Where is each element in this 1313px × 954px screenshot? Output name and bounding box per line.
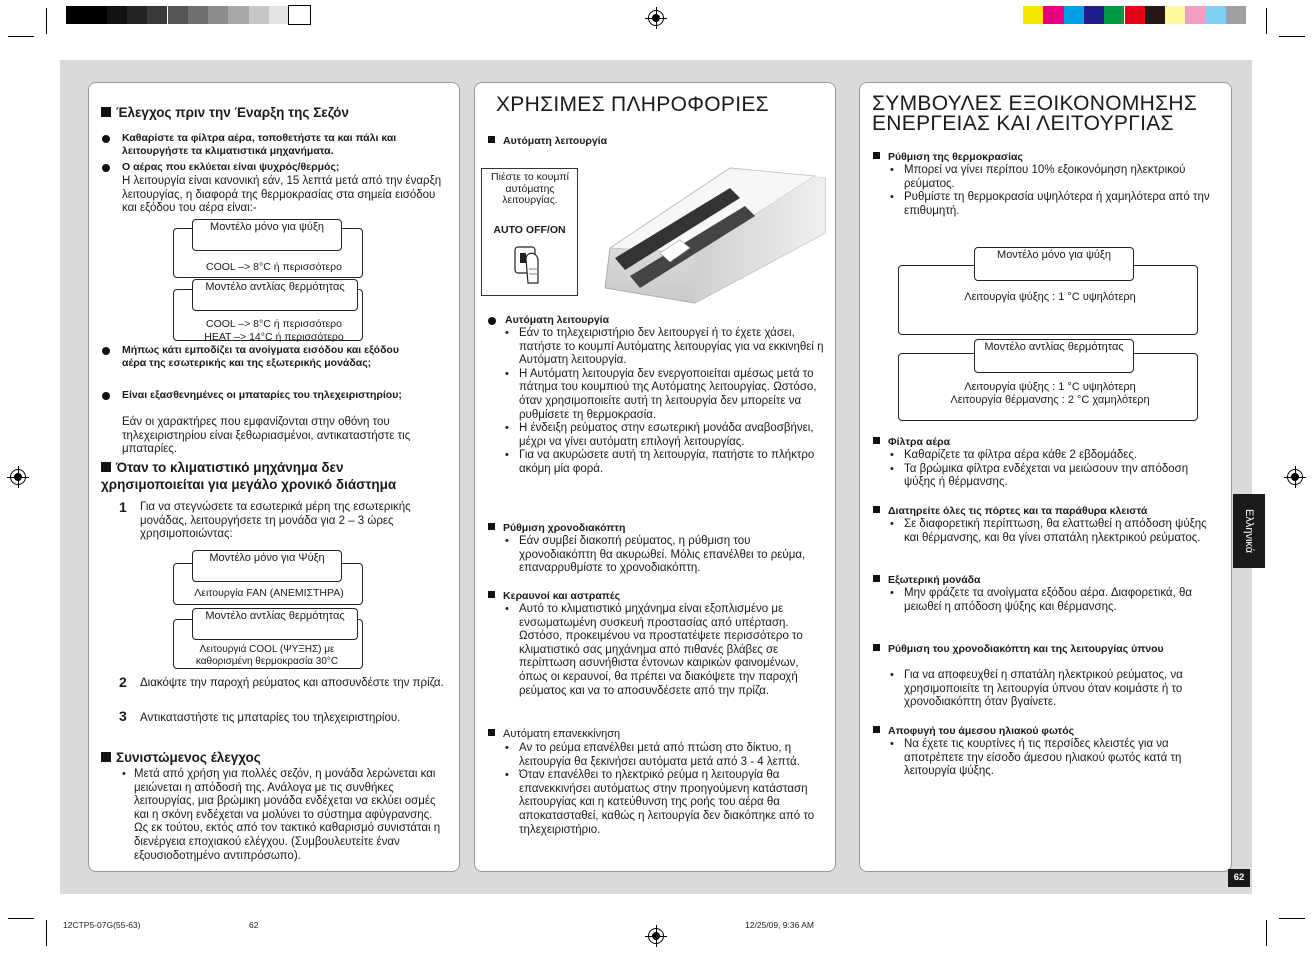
- language-tab: Ελληνικά: [1233, 494, 1265, 568]
- gray-swatch: [228, 6, 248, 24]
- recommended-check-text: Μετά από χρήση για πολλές σεζόν, η μονάδα λερώνεται και μειώνεται η απόδοσή της. Ανάλογα με τις συνθήκες λειτουργίας, μια βρώμικη μονάδα ενδέχεται να εκλύει οσμές και η σκόνη ενδέχεται να μολύνει το σύστημα αφύγρανσης. Ως εκ τούτου, εκτός από τον τακτικό καθαρισμό συνιστάται η διενέργεια εποχιακού ελέγχου. (Συμβουλευτείτε έναν εξουσιοδοτημένο αντιπρόσωπο).: [134, 768, 441, 862]
- temperature-list: • Μπορεί να γίνει περίπου 10% εξοικονόμηση ηλεκτρικού ρεύματος. • Ρυθμίστε τη θερμοκρασία υψηλότερα ή χαμηλότερα από την επιθυμητή.: [890, 164, 1210, 217]
- energy-cooling-only-value: Λειτουργία ψύξης : 1 °C υψηλότερη: [964, 291, 1136, 303]
- gray-swatch: [249, 6, 269, 24]
- diagram2-heat-pump-value: Λειτουργιά COOL (ΨΥΞΗΣ) με καθορισμένη θερμοκρασία 30°C: [195, 644, 339, 667]
- step-3-text: Αντικαταστήστε τις μπαταρίες του τηλεχειριστηρίου.: [140, 712, 401, 724]
- registration-mark-left: [7, 466, 29, 488]
- lightning-text: • Αυτό το κλιματιστικό μηχάνημα είναι εξοπλισμένο με ενσωματωμένη συσκευή προστασίας από υπέρταση. Ωστόσο, προκειμένου να προστατέψετε περισσότερο το κλιματιστικό σας μηχάνημα από πιθανές βλάβες σε περίπτωση ασυνήθιστα έντονων καιρικών φαινομένων, όπως οι κεραυνοί, θα πρέπει να διακόψετε την παροχή ρεύματος και να το αποσυνδέσετε από την πρίζα.: [505, 603, 803, 697]
- energy-heat-pump-cool-value: Λειτουργία ψύξης : 1 °C υψηλότερη: [964, 381, 1136, 393]
- check-batteries-heading: Είναι εξασθενημένες οι μπαταρίες του τηλεχειριστηρίου;: [122, 389, 402, 401]
- check-obstructions: Μήπως κάτι εμποδίζει τα ανοίγματα εισόδου και εξόδου αέρα της εσωτερικής και της εξωτερικής μονάδας;: [122, 344, 399, 369]
- subheading-outdoor-unit: Εξωτερική μονάδα: [873, 574, 980, 587]
- page-spread: [60, 60, 1252, 894]
- step-2-text: Διακόψτε την παροχή ρεύματος και αποσυνδέστε την πρίζα.: [140, 677, 444, 689]
- color-swatch: [1165, 6, 1185, 24]
- check-filters: Καθαρίστε τα φίλτρα αέρα, τοποθετήστε τα και πάλι και λειτουργήστε τα κλιματιστικά μηχανήματα.: [122, 132, 397, 157]
- section-heading-long-idle: Όταν το κλιματιστικό μηχάνημα δεν χρησιμοποιείται για μεγάλο χρονικό διάστημα: [101, 460, 397, 492]
- energy-heat-pump-heat-value: Λειτουργία θέρμανσης : 2 °C χαμηλότερη: [950, 394, 1150, 406]
- color-swatch: [1226, 6, 1246, 24]
- color-swatch: [1104, 6, 1124, 24]
- diagram2-heat-pump-box: Μοντέλο αντλίας θερμότητας: [192, 608, 358, 640]
- diagram-cooling-only-box: Μοντέλο μόνο για ψύξη: [192, 219, 342, 251]
- panel-energy-tips: [859, 82, 1232, 872]
- page-title-energy-line2: ΕΝΕΡΓΕΙΑΣ ΚΑΙ ΛΕΙΤΟΥΡΓΙΑΣ: [872, 112, 1174, 135]
- pressing-finger-icon: [512, 239, 550, 293]
- subheading-sleep-timer: Ρύθμιση του χρονοδιακόπτη και της λειτουργίας ύπνου: [873, 643, 1218, 656]
- indoor-unit-illustration: [600, 158, 830, 308]
- gray-swatch: [168, 6, 188, 24]
- registration-mark-top: [645, 7, 667, 29]
- color-swatch: [1145, 6, 1165, 24]
- gray-swatch: [147, 6, 167, 24]
- color-swatch: [1185, 6, 1205, 24]
- step-2-number: 2: [119, 674, 127, 690]
- step-3-number: 3: [119, 708, 127, 724]
- step-1-text: Για να στεγνώσετε τα εσωτερικά μέρη της εσωτερικής μονάδας, λειτουργήσετε τη μονάδα για 2 – 3 ώρες χρησιμοποιώντας:: [140, 501, 411, 541]
- sunlight-text: • Να έχετε τις κουρτίνες ή τις περσίδες κλειστές για να αποτρέπετε την είσοδο άμεσου ηλιακού φωτός κατά τη λειτουργία ψύξης.: [890, 738, 1182, 778]
- color-swatch: [1064, 6, 1084, 24]
- color-swatch: [1043, 6, 1063, 24]
- auto-restart-list: • Αν το ρεύμα επανέλθει μετά από πτώση στο δίκτυο, η λειτουργία θα ξεκινήσει αυτόματα μετά από 3 - 4 λεπτά. • Όταν επανέλθει το ηλεκτρικό ρεύμα η λειτουργία θα επανεκκινήσει αυτόματως στην προηγούμενη κατάσταση λειτουργίας και η κατεύθυνση της ροής του αέρα θα αποκατασταθεί, καθώς η λειτουργία δεν διακόπηκε από το τηλεχειριστήριο.: [505, 742, 815, 836]
- check-air-temp-heading: Ο αέρας που εκλύεται είναι ψυχρός/θερμός;: [122, 161, 340, 173]
- figure-caption: Πιέστε το κουμπί αυτόματης λειτουργίας.: [491, 171, 569, 206]
- outdoor-unit-text: • Μην φράζετε τα ανοίγματα εξόδου αέρα. Διαφορετικά, θα μειωθεί η απόδοση ψύξης και θέρμανσης.: [890, 587, 1193, 613]
- auto-off-on-label: AUTO OFF/ON: [493, 224, 566, 236]
- timer-text: • Εάν συμβεί διακοπή ρεύματος, η ρύθμιση του χρονοδιακόπτη θα ακυρωθεί. Μόλις επανέλθει το ρεύμα, επαναρρυθμίστε το χρονοδιακόπτη.: [505, 535, 806, 575]
- color-swatch: [1125, 6, 1145, 24]
- page-title-energy-line1: ΣΥΜΒΟΥΛΕΣ ΕΞΟΙΚΟΝΟΜΗΣΗΣ: [872, 92, 1198, 115]
- diagram-heat-pump-box: Μοντέλο αντλίας θερμότητας: [192, 279, 358, 311]
- doors-windows-text: • Σε διαφορετική περίπτωση, θα ελαττωθεί η απόδοση ψύξης και θέρμανσης, και θα γίνει σπατάλη ηλεκτρικού ρεύματος.: [890, 518, 1207, 544]
- subheading-auto-operation-details: Αυτόματη λειτουργία: [505, 314, 610, 326]
- section-heading-recommended-check: Συνιστώμενος έλεγχος: [101, 749, 401, 766]
- energy-heat-pump-box: Μοντέλο αντλίας θερμότητας: [974, 339, 1134, 373]
- page-title-useful-info: ΧΡΗΣΙΜΕΣ ΠΛΗΡΟΦΟΡΙΕΣ: [496, 93, 769, 116]
- gray-swatch: [127, 6, 147, 24]
- color-swatch: [1084, 6, 1104, 24]
- subheading-auto-restart: Αυτόματη επανεκκίνηση: [488, 728, 620, 740]
- color-swatch: [1023, 6, 1043, 24]
- subheading-auto-operation: Αυτόματη λειτουργία: [488, 135, 607, 148]
- section-heading-season-check: Έλεγχος πριν την Έναρξη της Σεζόν: [101, 104, 451, 121]
- gray-swatch: [208, 6, 228, 24]
- panel-useful-info: [474, 82, 836, 872]
- filters-list: • Καθαρίζετε τα φίλτρα αέρα κάθε 2 εβδομάδες. • Τα βρώμικα φίλτρα ενδέχεται να μειώσουν την απόδοση ψύξης ή θέρμανσης.: [890, 449, 1189, 489]
- gray-swatch: [66, 6, 86, 24]
- sleep-timer-text: • Για να αποφευχθεί η σπατάλη ηλεκτρικού ρεύματος, να χρησιμοποιείτε τη λειτουργία ύπνου όταν κοιμάστε ή το χρονοδιακόπτη όταν βγαίνετε.: [890, 669, 1183, 709]
- subheading-lightning: Κεραυνοί και αστραπές: [488, 590, 620, 603]
- subheading-doors-windows: Διατηρείτε όλες τις πόρτες και τα παράθυρα κλειστά: [873, 505, 1228, 518]
- gray-swatch: [188, 6, 208, 24]
- footer-date: 12/25/09, 9:36 AM: [745, 920, 814, 930]
- footer-page: 62: [249, 920, 259, 930]
- auto-operation-list: • Εάν το τηλεχειριστήριο δεν λειτουργεί ή το έχετε χάσει, πατήστε το κουμπί Αυτόματης λειτουργίας για να εκκινηθεί η Αυτόματη λειτουργία. • Η Αυτόματη λειτουργία δεν ενεργοποιείται αμέσως μετά το πάτημα του κουμπιού της Αυτόματης λειτουργίας. Ωστόσο, όταν χρησιμοποιείτε αυτή τη λειτουργία δεν μπορείτε να ρυθμίσετε τη θερμοκρασία. • Η ένδειξη ρεύματος στην εσωτερική μονάδα αναβοσβήνει, μέχρι να γίνει αυτόματη επιλογή λειτουργίας. • Για να ακυρώσετε αυτή τη λειτουργία, πατήστε το πλήκτρο ακόμη μία φορά.: [505, 327, 824, 475]
- page-number: 62: [1228, 869, 1250, 887]
- auto-button-figure: [481, 168, 578, 296]
- subheading-temperature: Ρύθμιση της θερμοκρασίας: [873, 151, 1023, 164]
- diagram2-cooling-only-value: Λειτουργία FAN (ΑΝΕΜΙΣΤΗΡΑ): [194, 587, 344, 599]
- footer-filename: 12CTP5-07G(55-63): [63, 920, 141, 930]
- check-air-temp-text: Η λειτουργία είναι κανονική εάν, 15 λεπτά μετά από την έναρξη λειτουργίας, η διαφορά της θερμοκρασίας στα σημεία εισόδου και εξόδου του αέρα είναι:-: [122, 175, 442, 215]
- panel-season-check: Έλεγχος πριν την Έναρξη της Σεζόν Καθαρίστε τα φίλτρα αέρα, τοποθετήστε τα και πάλι και λειτουργήστε τα κλιματιστικά μηχανήματα. Ο αέρας που εκλύεται είναι ψυχρός/θερμός; Η λειτουργία είναι κανονική εάν, 15 λεπτά μετά από την έναρξη λειτουργίας, η διαφορά της θερμοκρασίας στα σημεία εισόδου και εξόδου του αέρα είναι:- Μοντέλο μόνο για ψύξη COOL –> 8°C ή περισσότερο Μοντέλο αντλίας θερμότητας COOL –> 8°C ή περισσότερο HEAT –> 14°C ή περισσότερο Μήπως κάτι εμποδίζει τα ανοίγματα εισόδου και εξόδου αέρα της εσωτερικής και της εξωτερικής μονάδας; Είναι εξασθενημένες οι μπαταρίες του τηλεχειριστηρίου; Εάν οι χαρακτήρες που εμφανίζονται στην οθόνη του τηλεχειριστηρίου είναι ξεθωριασμένοι, αντικαταστήστε τις μπαταρίες. Όταν το κλιματιστικό μηχάνημα δεν χρησιμοποιείται για μεγάλο χρονικό διάστημα 1 Για να στεγνώσετε τα εσωτερικά μέρη της εσωτερικής μονάδας, λειτουργήσετε τη μονάδα για 2 – 3 ώρες χρησιμοποιώντας: Μοντέλο μόνο για Ψύξη Λειτουργία FAN (ΑΝΕΜΙΣΤΗΡΑ) Μοντέλο αντλίας θερμότητας Λειτουργιά COOL (ΨΥΞΗΣ) με καθορισμένη θερμοκρασία 30°C 2 Διακόψτε την παροχή ρεύματος και αποσυνδέστε την πρίζα. 3 Αντικαταστήστε τις μπαταρίες του τηλεχειριστηρίου. Συνιστώμενος έλεγχος • Μετά από χρήση για πολλές σεζόν, η μονάδα λερώνεται και μειώνεται η απόδοσή της. Ανάλογα με τις συνθήκες λειτουργίας, μια βρώμικη μονάδα ενδέχεται να εκλύει οσμές και η σκόνη ενδέχεται να μολύνει το σύστημα αφύγρανσης. Ως εκ τούτου, εκτός από τον τακτικό καθαρισμό συνιστάται η διενέργεια εποχιακού ελέγχου. (Συμβουλευτείτε έναν εξουσιοδοτημένο αντιπρόσωπο).: [88, 82, 460, 872]
- gray-swatch: [289, 6, 309, 24]
- gray-swatch: [107, 6, 127, 24]
- step-1-number: 1: [119, 499, 127, 515]
- subheading-timer: Ρύθμιση χρονοδιακόπτη: [488, 522, 625, 535]
- energy-cooling-only-box: Μοντέλο μόνο για ψύξη: [974, 247, 1134, 281]
- registration-mark-right: [1284, 466, 1306, 488]
- registration-mark-bottom: [645, 925, 667, 947]
- diagram-cooling-only-value: COOL –> 8°C ή περισσότερο: [206, 261, 342, 273]
- check-batteries-text: Εάν οι χαρακτήρες που εμφανίζονται στην οθόνη του τηλεχειριστηρίου είναι ξεθωριασμένοι, αντικαταστήστε τις μπαταρίες.: [122, 416, 411, 456]
- color-swatch: [1206, 6, 1226, 24]
- diagram-heat-pump-value-cool: COOL –> 8°C ή περισσότερο: [206, 318, 342, 330]
- subheading-filters: Φίλτρα αέρα: [873, 436, 950, 449]
- gray-swatch: [269, 6, 289, 24]
- gray-swatch: [86, 6, 106, 24]
- diagram2-cooling-only-box: Μοντέλο μόνο για Ψύξη: [192, 550, 342, 582]
- subheading-sunlight: Αποφυγή του άμεσου ηλιακού φωτός: [873, 725, 1074, 738]
- diagram-heat-pump-value-heat: HEAT –> 14°C ή περισσότερο: [204, 331, 344, 343]
